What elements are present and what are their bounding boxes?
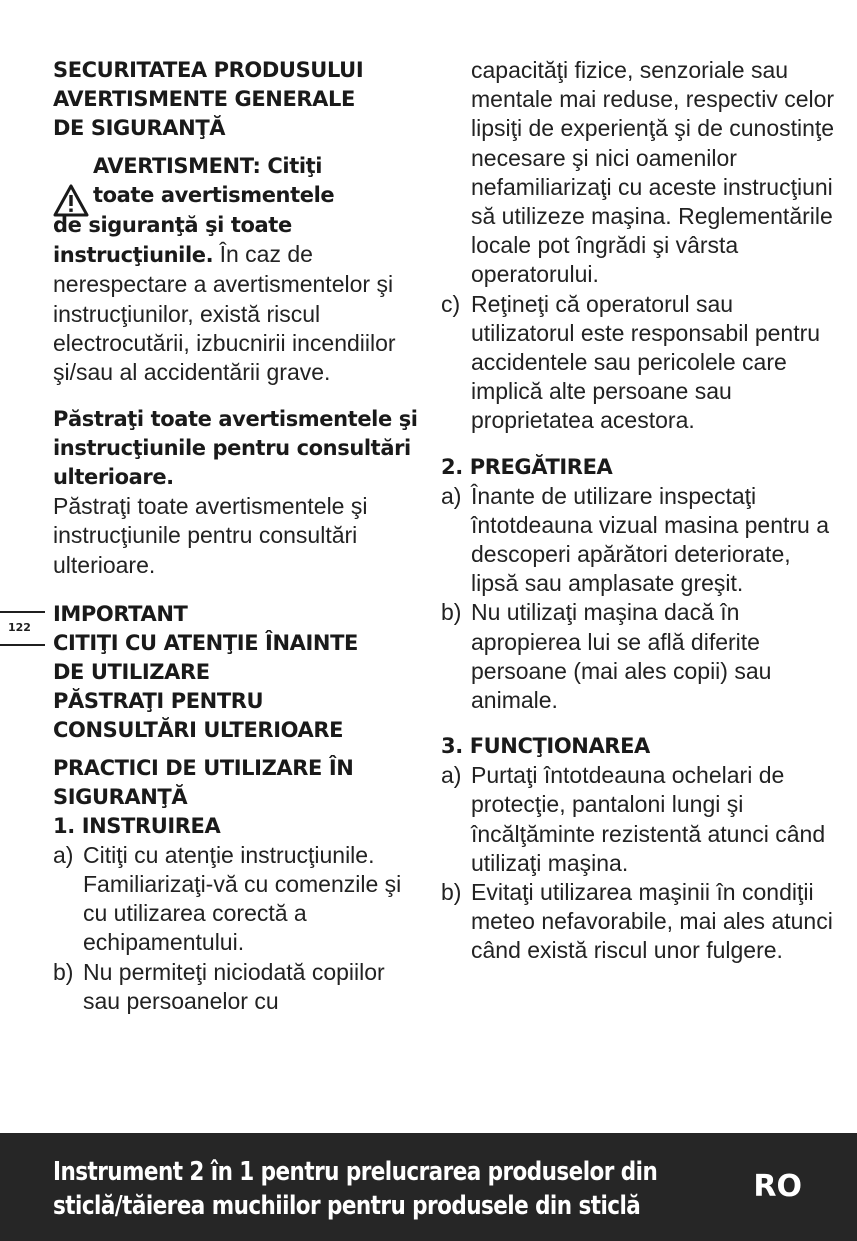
item-label: a) [441, 762, 462, 789]
footer-title-line: sticlă/tăierea muchiilor pentru produsele din sticlă [53, 1191, 641, 1221]
item-text: Nu permiteţi niciodată copiilor sau persoanelor cu [83, 958, 385, 1014]
language-code: RO [753, 1169, 802, 1204]
item-label: c) [441, 290, 461, 317]
warning-text [53, 210, 425, 387]
section3-heading: 3. FUNCŢIONAREA [441, 734, 650, 759]
warning-triangle-icon [53, 184, 89, 218]
item-text: Citiţi cu atenţie instrucţiunile. Familiarizaţi-vă cu comenzile şi cu utilizarea corectă a echipamentului. [83, 841, 402, 956]
keep-text: Păstraţi toate avertismentele şi instrucţiunile pentru consultări ulterioare. [53, 493, 368, 578]
item-label: a) [441, 482, 462, 509]
item-label: b) [441, 599, 462, 626]
item-text: Evitaţi utilizarea maşinii în condiţii meteo nefavorabile, mai ales atunci când există riscul unor fulgere. [471, 879, 833, 964]
warning-body-text: În caz de nerespectare a avertismentelor şi instrucţiunilor, există riscul electrocutării, izbucnirii incendiilor şi/sau al accidentării grave. [53, 241, 396, 386]
item-text: Nu utilizaţi maşina dacă în apropierea lui se află diferite persoane (mai ales copii) sau animale. [471, 599, 772, 714]
right-column [441, 56, 841, 966]
important-heading [53, 600, 425, 745]
heading-line: SECURITATEA PRODUSULUI [53, 58, 364, 82]
continuation-text: capacităţi fizice, senzoriale sau mentale mai reduse, respectiv celor lipsiţi de experienţă şi de cunostinţe necesare şi nici oamenilor nefamiliarizaţi cu aceste instrucţiuni să utilizeze maşina. Reglementările locale pot îngrădi şi vârsta operatorului. [471, 57, 835, 288]
item-label: b) [53, 958, 74, 985]
footer-bar [0, 1133, 857, 1241]
practice-heading [53, 754, 425, 812]
page-number: 122 [8, 621, 31, 634]
heading-line: IMPORTANT [53, 601, 188, 626]
list-item [441, 482, 841, 599]
heading-line: SIGURANŢĂ [53, 784, 188, 809]
keep-heading: Păstraţi toate avertismentele şi instrucţiunile pentru consultări ulterioare. [53, 407, 418, 490]
warning-block [53, 152, 425, 210]
list-item [441, 598, 841, 715]
heading-line: CONSULTĂRI ULTERIOARE [53, 717, 344, 742]
left-column [53, 56, 425, 1016]
warning-title-cont: toate avertismentele [93, 183, 335, 207]
heading-line: DE SIGURANŢĂ [53, 116, 226, 140]
list-item [441, 290, 841, 436]
item-text: Reţineţi că operatorul sau utilizatorul este responsabil pentru accidentele sau pericolele care implică alte persoane sau proprietatea acestora. [471, 290, 821, 434]
heading-line: DE UTILIZARE [53, 659, 210, 684]
heading-line: AVERTISMENTE GENERALE [53, 87, 355, 111]
item-label: a) [53, 841, 74, 868]
item-text: Înante de utilizare inspectaţi întotdeauna vizual masina pentru a descoperi apărători deteriorate, lipsă sau amplasate greşit. [471, 482, 830, 597]
list-item [53, 958, 425, 1016]
section1-heading: 1. INSTRUIREA [53, 813, 221, 838]
heading-line: PĂSTRAŢI PENTRU [53, 688, 264, 713]
heading-line: CITIŢI CU ATENŢIE ÎNAINTE [53, 630, 358, 655]
heading-line: PRACTICI DE UTILIZARE ÎN [53, 755, 354, 780]
list-item [441, 761, 841, 878]
warning-title: AVERTISMENT: Citiţi [93, 154, 323, 178]
page-number-tab [0, 611, 45, 646]
list-item [441, 878, 841, 966]
footer-title-line: Instrument 2 în 1 pentru prelucrarea produselor din [53, 1157, 658, 1187]
item-text: Purtaţi întotdeauna ochelari de protecţie, pantaloni lungi şi încălţăminte rezistentă atunci când utilizaţi maşina. [471, 762, 826, 876]
footer-title [53, 1155, 658, 1223]
warning-bold-text: de siguranţă şi toate instrucţiunile. [53, 213, 292, 268]
safety-heading [53, 56, 425, 143]
section2-heading: 2. PREGĂTIREA [441, 454, 613, 479]
list-item [53, 841, 425, 958]
item-label: b) [441, 879, 462, 906]
